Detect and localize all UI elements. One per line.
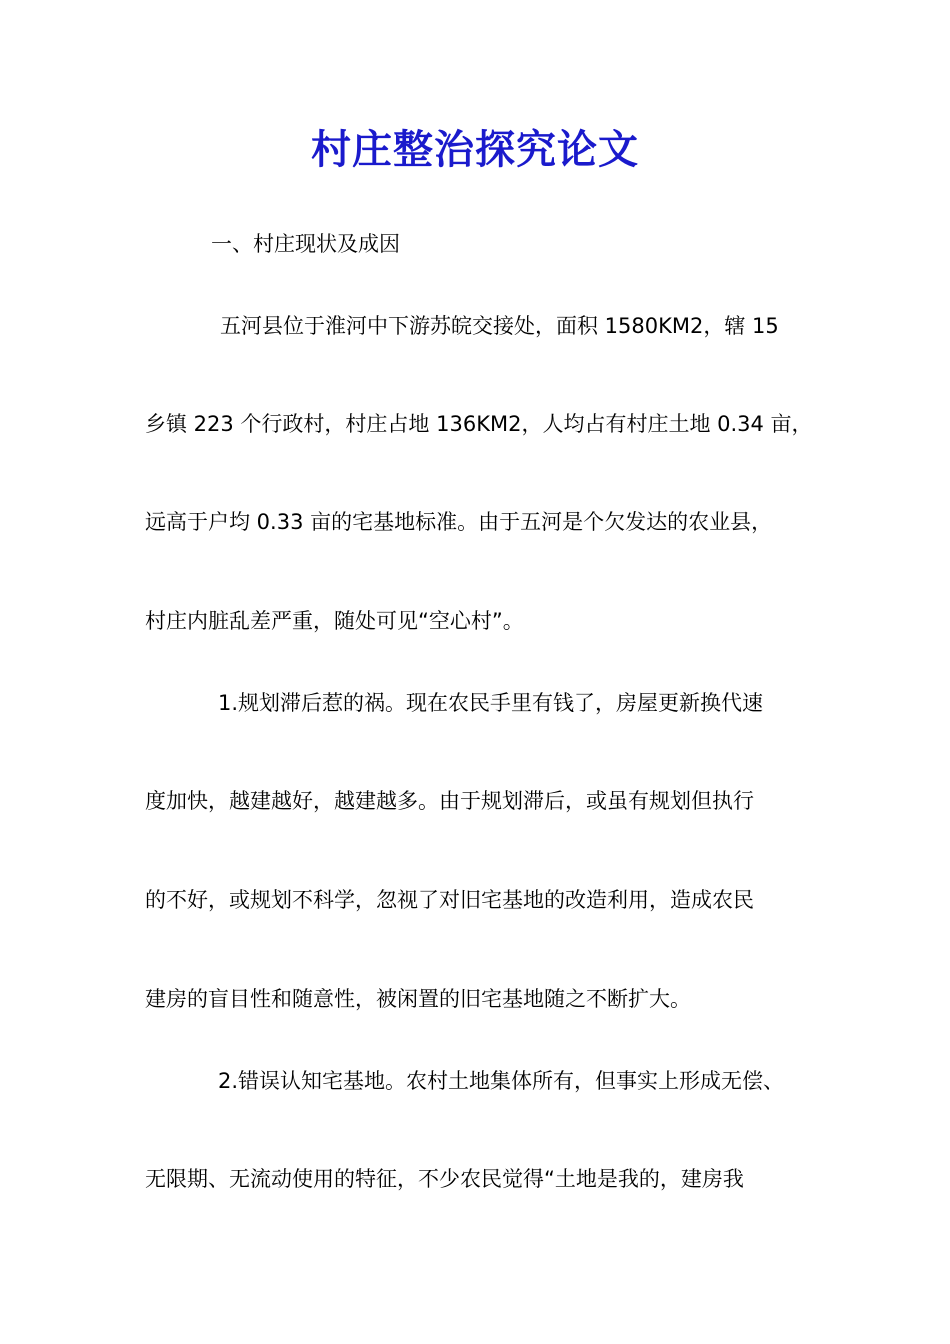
paragraph-line: 乡镇 223 个行政村，村庄占地 136KM2，人均占有村庄土地 0.34 亩， bbox=[145, 412, 813, 436]
paragraph-line: 建房的盲目性和随意性，被闲置的旧宅基地随之不断扩大。 bbox=[145, 987, 691, 1011]
paragraph-line: 的不好，或规划不科学，忽视了对旧宅基地的改造利用，造成农民 bbox=[145, 888, 754, 912]
section-heading: 一、村庄现状及成因 bbox=[211, 232, 400, 256]
document-title: 村庄整治探究论文 bbox=[311, 126, 639, 173]
paragraph-line: 1.规划滞后惹的祸。现在农民手里有钱了，房屋更新换代速 bbox=[218, 691, 764, 715]
paragraph-line: 五河县位于淮河中下游苏皖交接处，面积 1580KM2，辖 15 bbox=[220, 314, 779, 338]
paragraph-line: 无限期、无流动使用的特征，不少农民觉得“土地是我的，建房我 bbox=[145, 1167, 744, 1191]
paragraph-line: 远高于户均 0.33 亩的宅基地标准。由于五河是个欠发达的农业县， bbox=[145, 510, 773, 534]
paragraph-line: 度加快，越建越好，越建越多。由于规划滞后，或虽有规划但执行 bbox=[145, 789, 754, 813]
paragraph-line: 村庄内脏乱差严重，随处可见“空心村”。 bbox=[145, 609, 524, 633]
paragraph-line: 2.错误认知宅基地。农村土地集体所有，但事实上形成无偿、 bbox=[218, 1069, 785, 1093]
